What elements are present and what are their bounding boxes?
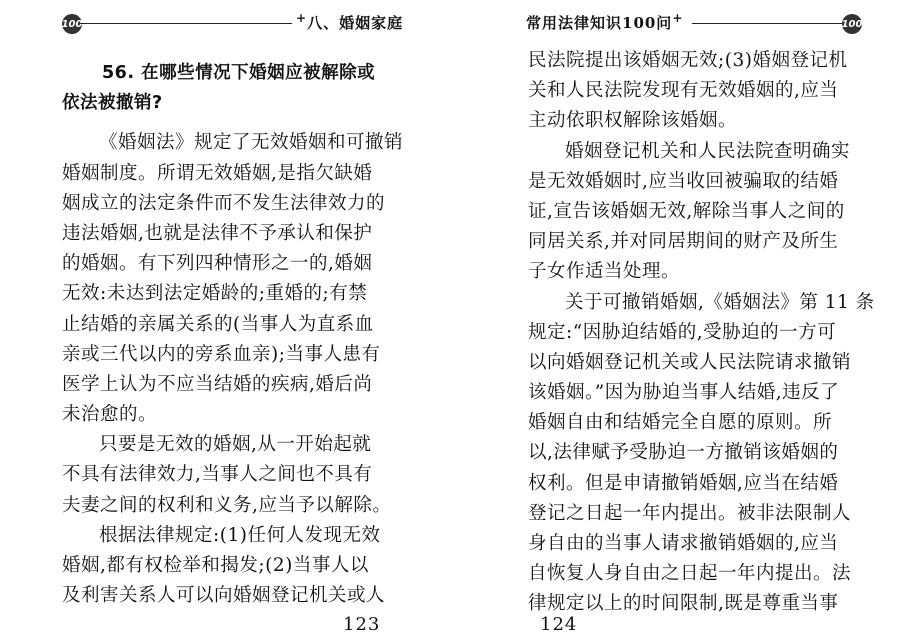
paragraph-line: 婚姻登记机关和人民法院查明确实 [565, 140, 851, 162]
paragraph-line: 关于可撤销婚姻,《婚姻法》第 11 条 [565, 291, 875, 313]
paragraph-line: 自恢复人身自由之日起一年内提出。法 [528, 563, 852, 585]
paragraph-line: 主动依职权解除该婚姻。 [528, 110, 738, 132]
right-header-rule [692, 23, 842, 24]
paragraph-line: 登记之日起一年内提出。被非法限制人 [528, 502, 852, 524]
paragraph-line: 未治愈的。 [62, 404, 158, 426]
paragraph-line: 婚姻,都有权检举和揭发;(2)当事人以 [62, 555, 369, 576]
left-running-header [0, 6, 462, 32]
paragraph-line: 权利。但是申请撤销婚姻,应当在结婚 [528, 472, 839, 494]
question-heading-line: 56. 在哪些情况下婚姻应被解除或 [102, 63, 376, 83]
paragraph-line: 医学上认为不应当结婚的疾病,婚后尚 [62, 373, 373, 395]
paragraph-line: 身自由的当事人请求撤销婚姻的,应当 [528, 533, 839, 554]
paragraph-line: 不具有法律效力,当事人之间也不具有 [62, 464, 373, 486]
paragraph-line: 律规定以上的时间限制,既是尊重当事 [528, 593, 839, 615]
paragraph-line: 民法院提出该婚姻无效;(3)婚姻登记机 [528, 50, 848, 71]
question-heading-line: 依法被撤销? [62, 93, 163, 114]
left-header-title-text: 八、婚姻家庭 [307, 14, 404, 32]
paragraph-line: 子女作适当处理。 [528, 261, 681, 283]
paragraph-line: 根据法律规定:(1)任何人发现无效 [99, 524, 381, 546]
paragraph-line: 以,法律赋予受胁迫一方撤销该婚姻的 [528, 442, 839, 464]
left-page-number: 123 [343, 614, 381, 635]
paragraph-line: 同居关系,并对同居期间的财产及所生 [528, 231, 839, 253]
paragraph-line: 姻成立的法定条件而不发生法律效力的 [62, 192, 386, 214]
paragraph-line: 夫妻之间的权利和义务,应当予以解除。 [62, 494, 392, 516]
paragraph-line: 婚姻制度。所谓无效婚姻,是指欠缺婚 [62, 162, 373, 184]
paragraph-line: 止结婚的亲属关系的(当事人为直系血 [62, 313, 374, 335]
right-running-header [462, 6, 924, 32]
paragraph-line: 该婚姻。”因为胁迫当事人结婚,违反了 [528, 382, 840, 404]
paragraph-line: 以向婚姻登记机关或人民法院请求撤销 [528, 351, 852, 373]
right-header-title-text: 常用法律知识100问 [526, 14, 673, 32]
paragraph-line: 无效:未达到法定婚龄的;重婚的;有禁 [62, 283, 368, 305]
left-header-rule [80, 23, 292, 24]
paragraph-line: 的婚姻。有下列四种情形之一的,婚姻 [62, 253, 373, 275]
left-header-plus: + [296, 11, 308, 25]
paragraph-line: 证,宣告该婚姻无效,解除当事人之间的 [528, 200, 845, 222]
paragraph-line: 是无效婚姻时,应当收回被骗取的结婚 [528, 170, 839, 192]
paragraph-line: 亲或三代以内的旁系血亲);当事人患有 [62, 343, 381, 365]
left-page-badge: 100 [62, 14, 82, 34]
left-header-title [296, 11, 403, 33]
right-page-text [528, 46, 875, 620]
right-page-badge: 100 [842, 14, 862, 34]
paragraph-line: 婚姻自由和结婚完全自愿的原则。所 [528, 412, 833, 434]
left-page-text [62, 58, 403, 611]
paragraph-line: 及利害关系人可以向婚姻登记机关或人 [62, 585, 386, 607]
paragraph-line: 《婚姻法》规定了无效婚姻和可撤销 [99, 132, 404, 154]
right-page [462, 0, 924, 640]
paragraph-line: 只要是无效的婚姻,从一开始起就 [99, 434, 372, 456]
right-page-number: 124 [540, 614, 578, 635]
right-header-title [526, 11, 683, 33]
right-header-plus: + [672, 11, 684, 25]
paragraph-line: 违法婚姻,也就是法律不予承认和保护 [62, 222, 373, 244]
paragraph-line: 规定:“因胁迫结婚的,受胁迫的一方可 [528, 321, 837, 343]
paragraph-line: 关和人民法院发现有无效婚姻的,应当 [528, 80, 839, 102]
